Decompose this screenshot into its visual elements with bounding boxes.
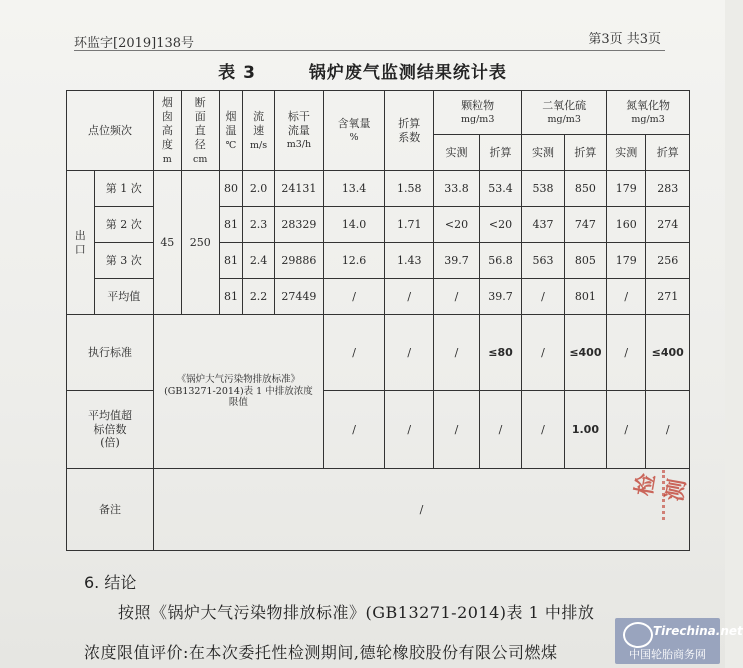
cell-coef: 1.71 <box>385 207 434 243</box>
std-o2: / <box>323 315 385 391</box>
cell-o2: 14.0 <box>323 207 385 243</box>
header-height: 烟囱高度 m <box>154 91 182 171</box>
row-label: 平均值 <box>94 279 153 315</box>
cell-speed: 2.0 <box>243 171 275 207</box>
exceed-pm-converted: / <box>479 391 521 469</box>
header-o2: 含氧量 % <box>323 91 385 171</box>
header-pm-measured: 实测 <box>434 135 480 171</box>
exceed-pm-measured: / <box>434 391 480 469</box>
cell-temp: 80 <box>219 171 242 207</box>
cell-temp: 81 <box>219 243 242 279</box>
exceed-o2: / <box>323 391 385 469</box>
cell-flow: 24131 <box>274 171 323 207</box>
header-so2-measured: 实测 <box>522 135 564 171</box>
std-pm-converted: ≤80 <box>479 315 521 391</box>
std-coef: / <box>385 315 434 391</box>
watermark-site: Tirechina.net <box>653 624 743 638</box>
table-name: 锅炉废气监测结果统计表 <box>308 63 507 83</box>
header-pm-converted: 折算 <box>479 135 521 171</box>
header-pm: 颗粒物 mg/m3 <box>434 91 522 135</box>
cell-nox-converted: 274 <box>646 207 690 243</box>
header-divider <box>74 50 665 51</box>
cell-pm-converted: 56.8 <box>479 243 521 279</box>
header-so2-converted: 折算 <box>564 135 606 171</box>
cell-temp: 81 <box>219 279 242 315</box>
tire-logo-icon <box>623 622 653 648</box>
std-nox-converted: ≤400 <box>646 315 690 391</box>
standard-row <box>67 315 690 391</box>
remark-label: 备注 <box>67 469 154 551</box>
cell-pm-measured: / <box>434 279 480 315</box>
exceed-coef: / <box>385 391 434 469</box>
std-so2-converted: ≤400 <box>564 315 606 391</box>
conclusion-line-2: 浓度限值评价:在本次委托性检测期间,德轮橡胶股份有限公司燃煤 <box>84 643 558 662</box>
standard-label: 执行标准 <box>67 315 154 391</box>
cell-pm-measured: <20 <box>434 207 480 243</box>
cell-so2-measured: / <box>522 279 564 315</box>
cell-temp: 81 <box>219 207 242 243</box>
header-nox-converted: 折算 <box>646 135 690 171</box>
cell-so2-converted: 805 <box>564 243 606 279</box>
header-temp: 烟温 ℃ <box>219 91 242 171</box>
cell-so2-measured: 538 <box>522 171 564 207</box>
cell-so2-converted: 801 <box>564 279 606 315</box>
red-seal-stamp: 检测 <box>632 471 692 504</box>
cell-nox-converted: 271 <box>646 279 690 315</box>
cell-speed: 2.3 <box>243 207 275 243</box>
cell-nox-converted: 256 <box>646 243 690 279</box>
cell-o2: 12.6 <box>323 243 385 279</box>
cell-pm-measured: 39.7 <box>434 243 480 279</box>
cell-coef: 1.58 <box>385 171 434 207</box>
cell-o2: / <box>323 279 385 315</box>
header-point: 点位频次 <box>67 91 154 171</box>
std-nox-measured: / <box>607 315 646 391</box>
header-speed: 流速 m/s <box>243 91 275 171</box>
cell-coef: / <box>385 279 434 315</box>
cell-flow: 29886 <box>274 243 323 279</box>
header-nox: 氮氧化物 mg/m3 <box>607 91 690 135</box>
section-diameter: 250 <box>181 171 219 315</box>
header-diameter: 断面直径 cm <box>181 91 219 171</box>
exceed-nox-converted: / <box>646 391 690 469</box>
page-indicator: 第3页 共3页 <box>588 32 661 47</box>
section-title: 6. 结论 <box>84 573 137 592</box>
outlet-label: 出口 <box>67 171 95 315</box>
cell-nox-measured: / <box>607 279 646 315</box>
cell-flow: 27449 <box>274 279 323 315</box>
stack-height: 45 <box>154 171 182 315</box>
cell-so2-converted: 747 <box>564 207 606 243</box>
cell-speed: 2.2 <box>243 279 275 315</box>
doc-number: 环监字[2019]138号 <box>74 36 195 51</box>
cell-pm-converted: <20 <box>479 207 521 243</box>
header-nox-measured: 实测 <box>607 135 646 171</box>
exceed-so2-measured: / <box>522 391 564 469</box>
cell-so2-measured: 563 <box>522 243 564 279</box>
cell-pm-converted: 53.4 <box>479 171 521 207</box>
cell-pm-converted: 39.7 <box>479 279 521 315</box>
cell-nox-measured: 179 <box>607 171 646 207</box>
header-flow: 标干流量 m3/h <box>274 91 323 171</box>
row-label: 第 3 次 <box>94 243 153 279</box>
std-pm-measured: / <box>434 315 480 391</box>
cell-flow: 28329 <box>274 207 323 243</box>
std-so2-measured: / <box>522 315 564 391</box>
table-number: 表 3 <box>218 63 256 83</box>
row-label: 第 2 次 <box>94 207 153 243</box>
cell-nox-measured: 179 <box>607 243 646 279</box>
results-table <box>66 90 690 551</box>
cell-nox-measured: 160 <box>607 207 646 243</box>
cell-speed: 2.4 <box>243 243 275 279</box>
watermark-logo <box>615 618 743 664</box>
cell-so2-measured: 437 <box>522 207 564 243</box>
watermark-cn: 中国轮胎商务网 <box>629 648 706 661</box>
cell-pm-measured: 33.8 <box>434 171 480 207</box>
table-row <box>67 171 690 207</box>
cell-coef: 1.43 <box>385 243 434 279</box>
header-row-1 <box>67 91 690 135</box>
cell-o2: 13.4 <box>323 171 385 207</box>
exceed-nox-measured: / <box>607 391 646 469</box>
cell-so2-converted: 850 <box>564 171 606 207</box>
remark-value: / <box>154 469 690 551</box>
remark-row <box>67 469 690 551</box>
table-title <box>0 58 725 83</box>
exceed-so2-converted: 1.00 <box>564 391 606 469</box>
standard-text: 《锅炉大气污染物排放标准》(GB13271-2014)表 1 中排放浓度限值 <box>154 315 324 469</box>
conclusion-line-1: 按照《锅炉大气污染物排放标准》(GB13271-2014)表 1 中排放 <box>118 603 595 622</box>
cell-nox-converted: 283 <box>646 171 690 207</box>
header-so2: 二氧化硫 mg/m3 <box>522 91 607 135</box>
row-label: 第 1 次 <box>94 171 153 207</box>
header-coef: 折算系数 <box>385 91 434 171</box>
exceed-label: 平均值超标倍数(倍) <box>67 391 154 469</box>
